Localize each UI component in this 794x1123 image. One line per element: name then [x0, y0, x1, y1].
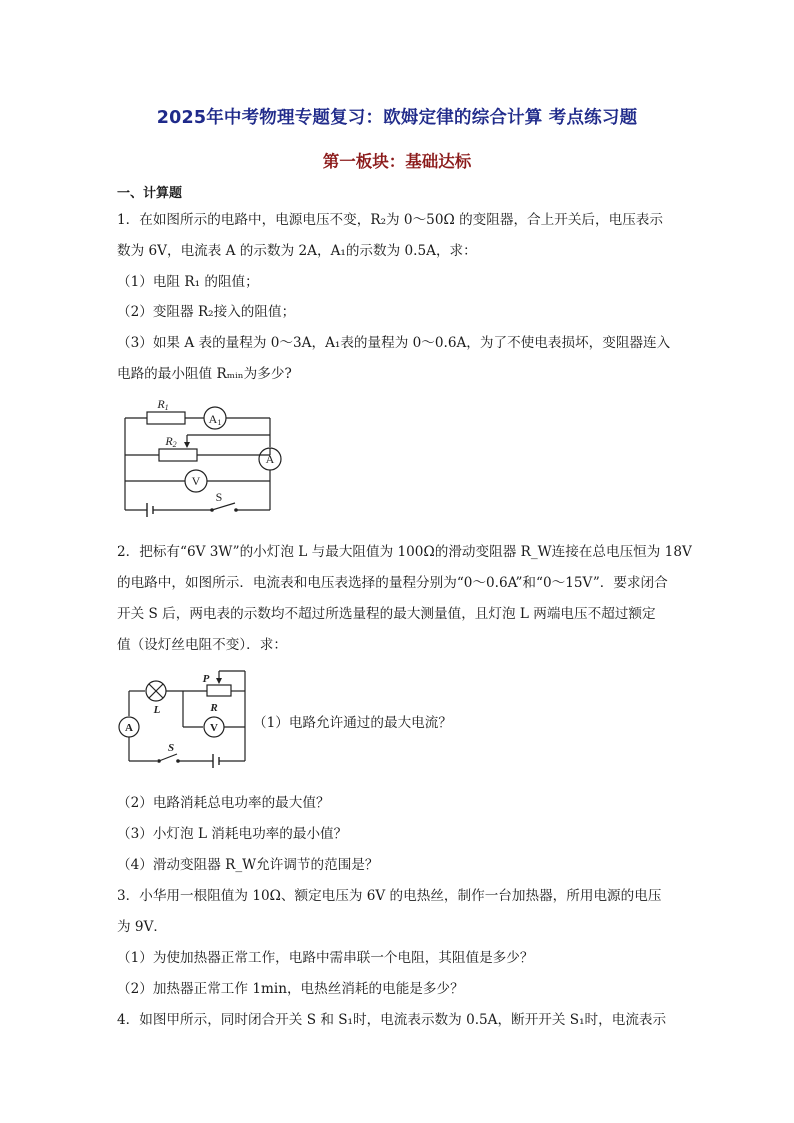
problem-2-question-4: （4）滑动变阻器 R_W允许调节的范围是？	[117, 857, 379, 873]
label-s: S	[215, 490, 223, 504]
problem-1-question-1: （1）电阻 R₁ 的阻值；	[117, 274, 259, 290]
circuit-diagram-1	[115, 393, 290, 521]
problem-1-question-3: （3）如果 A 表的量程为 0～3A，A₁表的量程为 0～0.6A，为了不使电表损坏，变阻器连入	[117, 335, 671, 351]
label-l: L	[153, 704, 161, 716]
label-s: S	[167, 742, 175, 754]
problem-1-question-3-cont: 电路的最小阻值 Rₘᵢₙ为多少?	[117, 366, 292, 382]
problem-4-text: 4．如图甲所示，同时闭合开关 S 和 S₁时，电流表示数为 0.5A，断开开关 S₁时，电流表示	[117, 1012, 667, 1028]
problem-3-text: 为 9V．	[117, 919, 167, 935]
problem-3-question-1: （1）为使加热器正常工作，电路中需串联一个电阻，其阻值是多少？	[117, 950, 534, 966]
rheostat-p	[207, 685, 231, 696]
circuit-diagram-2	[115, 665, 255, 775]
label-r: R	[210, 702, 218, 714]
label-r1: R1	[157, 397, 169, 412]
label-a1: A1	[208, 412, 222, 427]
problem-2-question-2: （2）电路消耗总电功率的最大值？	[117, 795, 330, 811]
problem-3-text: 3．小华用一根阻值为 10Ω、额定电压为 6V 的电热丝，制作一台加热器，所用电源的电压	[117, 888, 662, 904]
problem-1-question-2: （2）变阻器 R₂接入的阻值；	[117, 304, 296, 320]
label-a: A	[125, 722, 133, 734]
label-r2: R2	[165, 434, 177, 449]
problem-2-text: 的电路中，如图所示．电流表和电压表选择的量程分别为“0～0.6A”和“0～15V”．要求闭合	[117, 575, 668, 591]
problem-2-text: 开关 S 后，两电表的示数均不超过所选量程的最大测量值，且灯泡 L 两端电压不超过额定	[117, 606, 656, 622]
resistor-r2	[159, 449, 197, 461]
label-v: V	[210, 722, 218, 734]
label-p: P	[202, 673, 210, 685]
problem-2-question-1: （1）电路允许通过的最大电流？	[253, 715, 452, 731]
label-a: A	[265, 452, 275, 466]
problem-2-text: 2．把标有“6V 3W”的小灯泡 L 与最大阻值为 100Ω的滑动变阻器 R_W连接在总电压恒为 18V	[117, 544, 692, 560]
problem-1-text: 数为 6V，电流表 A 的示数为 2A，A₁的示数为 0.5A，求：	[117, 243, 477, 259]
problem-2-text: 值（设灯丝电阻不变）．求：	[117, 637, 287, 653]
problem-1-text: 1．在如图所示的电路中，电源电压不变，R₂为 0～50Ω 的变阻器，合上开关后，电压表示	[117, 212, 663, 228]
section-heading: 一、计算题	[117, 186, 183, 201]
problem-3-question-2: （2）加热器正常工作 1min，电热丝消耗的电能是多少？	[117, 981, 464, 997]
problem-2-question-3: （3）小灯泡 L 消耗电功率的最小值？	[117, 826, 348, 842]
label-v: V	[191, 474, 201, 488]
section-subtitle: 第一板块：基础达标	[322, 152, 472, 171]
page-title: 2025年中考物理专题复习：欧姆定律的综合计算 考点练习题	[156, 108, 638, 128]
resistor-r1	[147, 412, 185, 424]
